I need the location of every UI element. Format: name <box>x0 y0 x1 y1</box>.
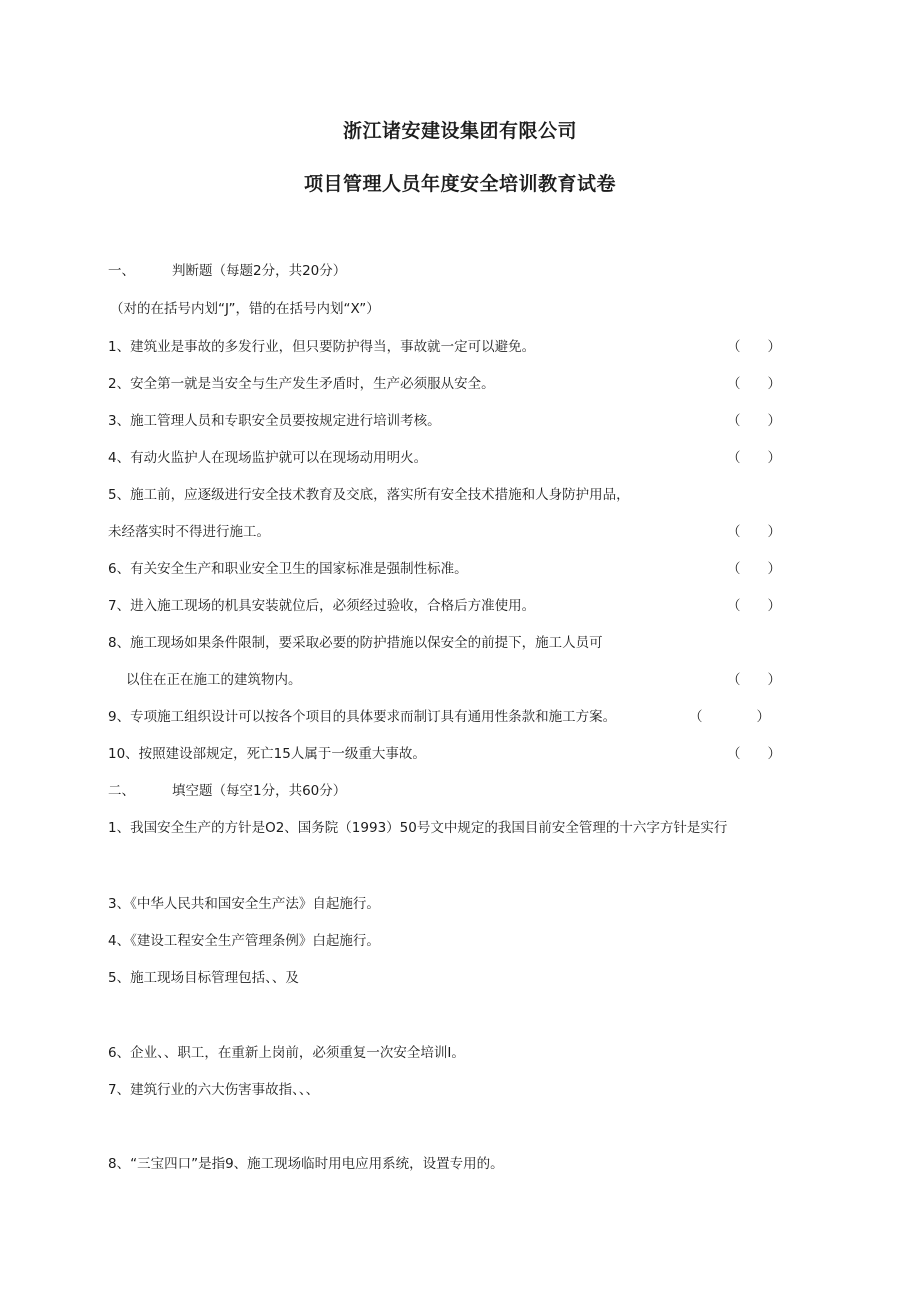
section1-instruction: （对的在括号内划“J”，错的在括号内划“X”） <box>110 301 380 317</box>
answer-blank-10: （ ） <box>727 746 781 762</box>
answer-blank-2: （ ） <box>727 376 781 392</box>
answer-blank-4: （ ） <box>727 450 781 466</box>
question-1-5: 5、施工前，应逐级进行安全技术教育及交底，落实所有安全技术措施和人身防护用品， <box>108 487 630 503</box>
answer-blank-7: （ ） <box>727 598 781 614</box>
answer-blank-3: （ ） <box>727 413 781 429</box>
question-1-10: 10、按照建设部规定，死亡15人属于一级重大事故。 <box>108 746 426 762</box>
answer-blank-9: （ ） <box>689 709 770 725</box>
question-1-8: 8、施工现场如果条件限制，要采取必要的防护措施以保安全的前提下，施工人员可 <box>108 635 603 651</box>
section2-heading: 填空题（每空1分，共60分） <box>172 783 347 799</box>
question-2-4: 4、《建设工程安全生产管理条例》白起施行。 <box>108 933 380 949</box>
question-1-6: 6、有关安全生产和职业安全卫生的国家标准是强制性标准。 <box>108 561 468 577</box>
question-2-8: 8、“三宝四口”是指9、施工现场临时用电应用系统，设置专用的。 <box>108 1156 504 1172</box>
question-2-7: 7、建筑行业的六大伤害事故指、、、 <box>108 1082 320 1098</box>
exam-title: 项目管理人员年度安全培训教育试卷 <box>303 173 616 195</box>
question-1-7: 7、进入施工现场的机具安装就位后，必须经过验收，合格后方准使用。 <box>108 598 536 614</box>
question-1-9: 9、专项施工组织设计可以按各个项目的具体要求而制订具有通用性条款和施工方案。 <box>108 709 617 725</box>
question-2-3: 3、《中华人民共和国安全生产法》自起施行。 <box>108 896 380 912</box>
section1-number: 一、 <box>108 263 135 279</box>
section1-heading: 判断题（每题2分，共20分） <box>172 263 347 279</box>
section2-number: 二、 <box>108 783 135 799</box>
question-1-3: 3、施工管理人员和专职安全员要按规定进行培训考核。 <box>108 413 441 429</box>
question-1-8-cont: 以住在正在施工的建筑物内。 <box>126 672 302 688</box>
question-2-5: 5、施工现场目标管理包括、、及 <box>108 970 299 986</box>
company-title: 浙江诸安建设集团有限公司 <box>342 120 577 142</box>
question-1-5-cont: 未经落实时不得进行施工。 <box>108 524 270 540</box>
question-1-2: 2、安全第一就是当安全与生产发生矛盾时，生产必须服从安全。 <box>108 376 495 392</box>
question-2-1: 1、我国安全生产的方针是O2、国务院（1993）50号文中规定的我国目前安全管理的十六字方针是实行 <box>108 820 728 836</box>
answer-blank-1: （ ） <box>727 339 781 355</box>
answer-blank-6: （ ） <box>727 561 781 577</box>
question-1-4: 4、有动火监护人在现场监护就可以在现场动用明火。 <box>108 450 428 466</box>
answer-blank-8: （ ） <box>727 672 781 688</box>
question-1-1: 1、建筑业是事故的多发行业，但只要防护得当，事故就一定可以避免。 <box>108 339 536 355</box>
question-2-6: 6、企业、、职工，在重新上岗前，必须重复一次安全培训I。 <box>108 1045 465 1061</box>
answer-blank-5: （ ） <box>727 524 781 540</box>
